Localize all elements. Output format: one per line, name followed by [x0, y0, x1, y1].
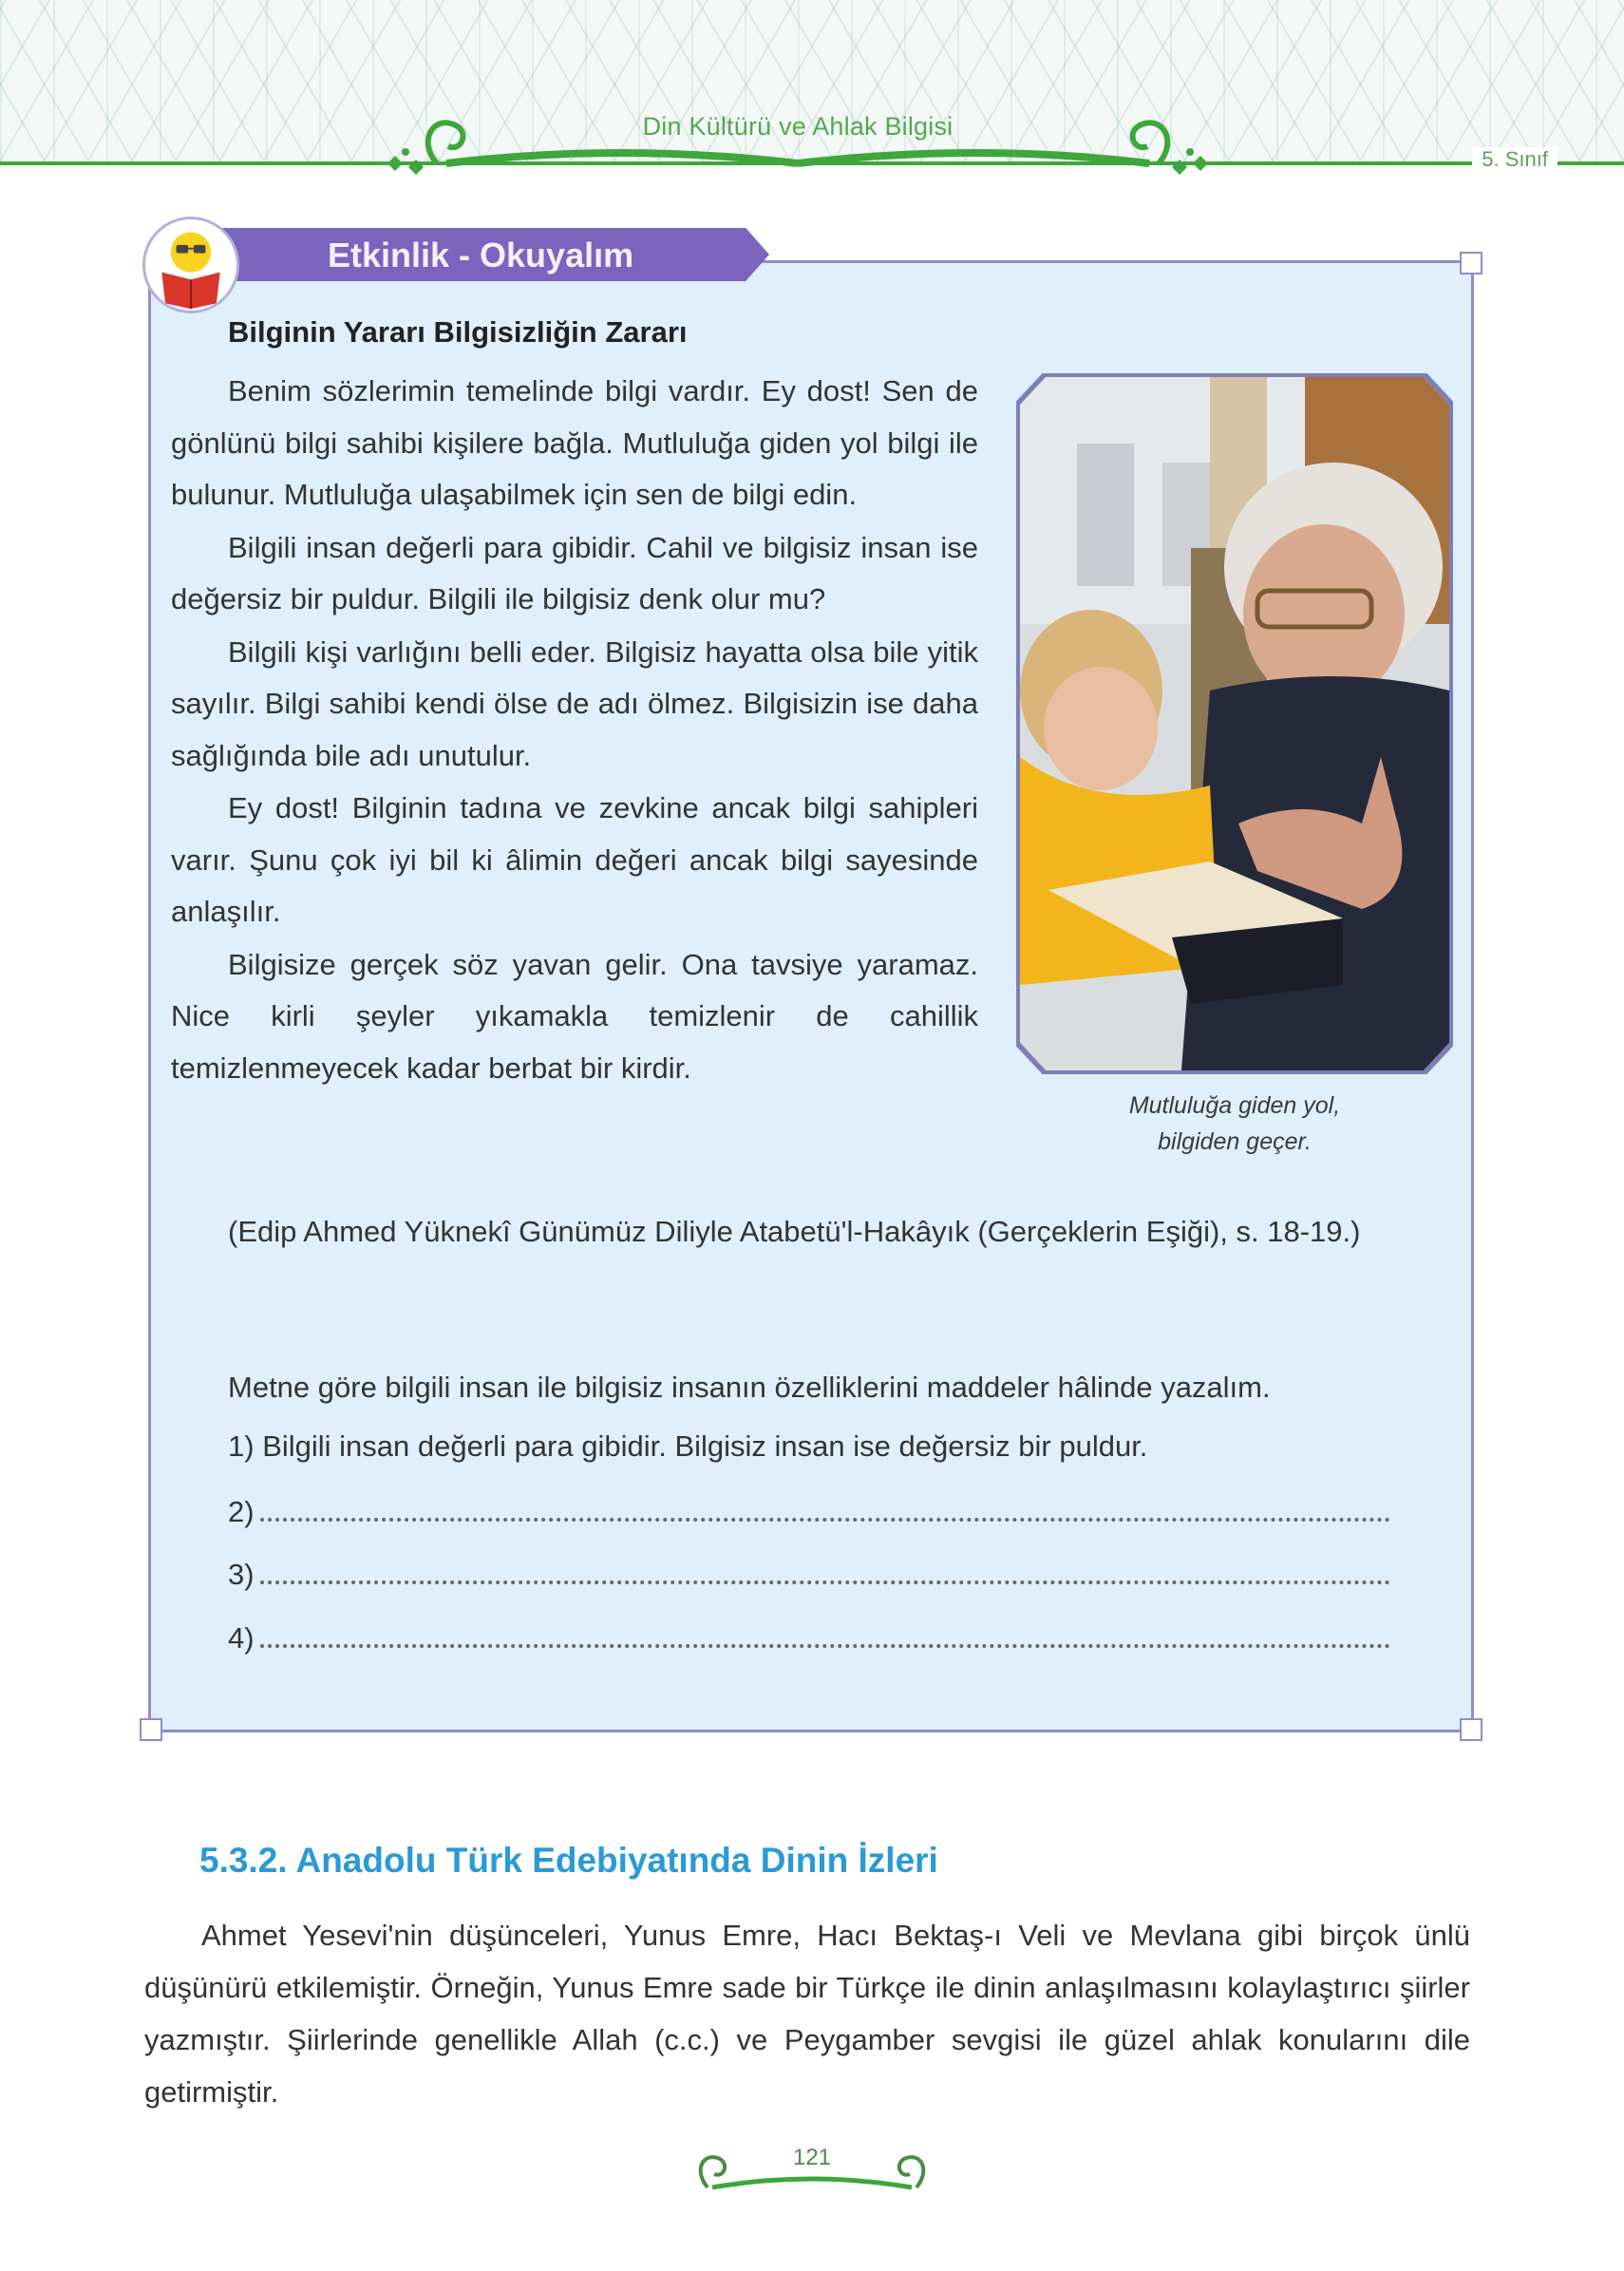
reading-mascot-icon: [142, 217, 239, 313]
section-heading: 5.3.2. Anadolu Türk Edebiyatında Dinin İzleri: [199, 1841, 938, 1880]
reading-title: Bilginin Yararı Bilgisizliğin Zararı: [228, 315, 688, 349]
caption-line: bilgiden geçer.: [1158, 1128, 1312, 1155]
reading-paragraph: Bilgili kişi varlığını belli eder. Bilgisiz hayatta olsa bile yitik sayılır. Bilgi sahibi kendi ölse de adı ölmez. Bilgisizin ise daha sağlığında bile adı unutulur.: [171, 634, 978, 772]
photo-grandfather-and-boy: [1020, 377, 1449, 1070]
citation: [171, 1206, 1455, 1258]
item-number: 2): [228, 1495, 255, 1528]
exercise-item-1: [228, 1429, 1147, 1464]
caption-line: Mutluluğa giden yol,: [1128, 1092, 1341, 1119]
activity-tab-label: Etkinlik - Okuyalım: [328, 236, 634, 274]
exercise-item-4: [228, 1621, 1390, 1656]
page-number: 121: [792, 2145, 832, 2170]
answer-blank-line[interactable]: [260, 1508, 1390, 1522]
item-number: 1): [228, 1429, 255, 1463]
citation-text: (Edip Ahmed Yüknekî Günümüz Diliyle Atabetü'l-Hakâyık (Gerçeklerin Eşiği), s. 18-19.): [228, 1215, 1361, 1248]
answer-blank-line[interactable]: [260, 1571, 1390, 1584]
corner-ornament-bottom-right: [1460, 1718, 1482, 1741]
item-number: 4): [228, 1621, 255, 1655]
reading-text: [171, 366, 978, 1094]
section-body: [144, 1909, 1470, 2118]
section-paragraph: Ahmet Yesevi'nin düşünceleri, Yunus Emre, Hacı Bektaş-ı Veli ve Mevlana gibi birçok ünlü düşünürü etkilemiştir. Örneğin, Yunus Emre sade bir Türkçe ile dinin anlaşılmasını kolaylaştırıcı şiirler yazmıştır. Şiirlerinde genellikle Allah (c.c.) ve Peygamber sevgisi ile güzel ahlak konularını dile getirmiştir.: [144, 1919, 1470, 2109]
subject-title: Din Kültürü ve Ahlak Bilgisi: [642, 112, 954, 141]
exercise-prompt: Metne göre bilgili insan ile bilgisiz insanın özelliklerini maddeler hâlinde yazalım.: [228, 1371, 1271, 1404]
corner-ornament-bottom-left: [140, 1718, 162, 1741]
exercise-item-2: [228, 1495, 1390, 1529]
reading-paragraph: Benim sözlerimin temelinde bilgi vardır. Ey dost! Sen de gönlünü bilgi sahibi kişilere bağla. Mutluluğa giden yol bilgi ile bulunur. Mutluluğa ulaşabilmek için sen de bilgi edin.: [171, 374, 978, 511]
reading-paragraph: Ey dost! Bilginin tadına ve zevkine ancak bilgi sahipleri varır. Şunu çok iyi bil ki âlimin değeri ancak bilgi sayesinde anlaşılır.: [171, 791, 978, 928]
reading-paragraph: Bilgisize gerçek söz yavan gelir. Ona tavsiye yaramaz. Nice kirli şeyler yıkamakla temizlenir de cahillik temizlenmeyecek kadar berbat bir kirdir.: [171, 947, 978, 1085]
item-number: 3): [228, 1558, 255, 1591]
photo-caption: [1016, 1088, 1453, 1160]
header-ornament: [380, 104, 1216, 180]
corner-ornament-top-right: [1460, 252, 1482, 274]
item-answer: Bilgili insan değerli para gibidir. Bilgisiz insan ise değersiz bir puldur.: [262, 1429, 1148, 1463]
grade-label: 5. Sınıf: [1472, 147, 1558, 172]
exercise-item-3: [228, 1558, 1390, 1592]
answer-blank-line[interactable]: [260, 1635, 1390, 1648]
reading-paragraph: Bilgili insan değerli para gibidir. Cahil ve bilgisiz insan ise değersiz bir puldur. Bilgili ile bilgisiz denk olur mu?: [171, 530, 978, 615]
